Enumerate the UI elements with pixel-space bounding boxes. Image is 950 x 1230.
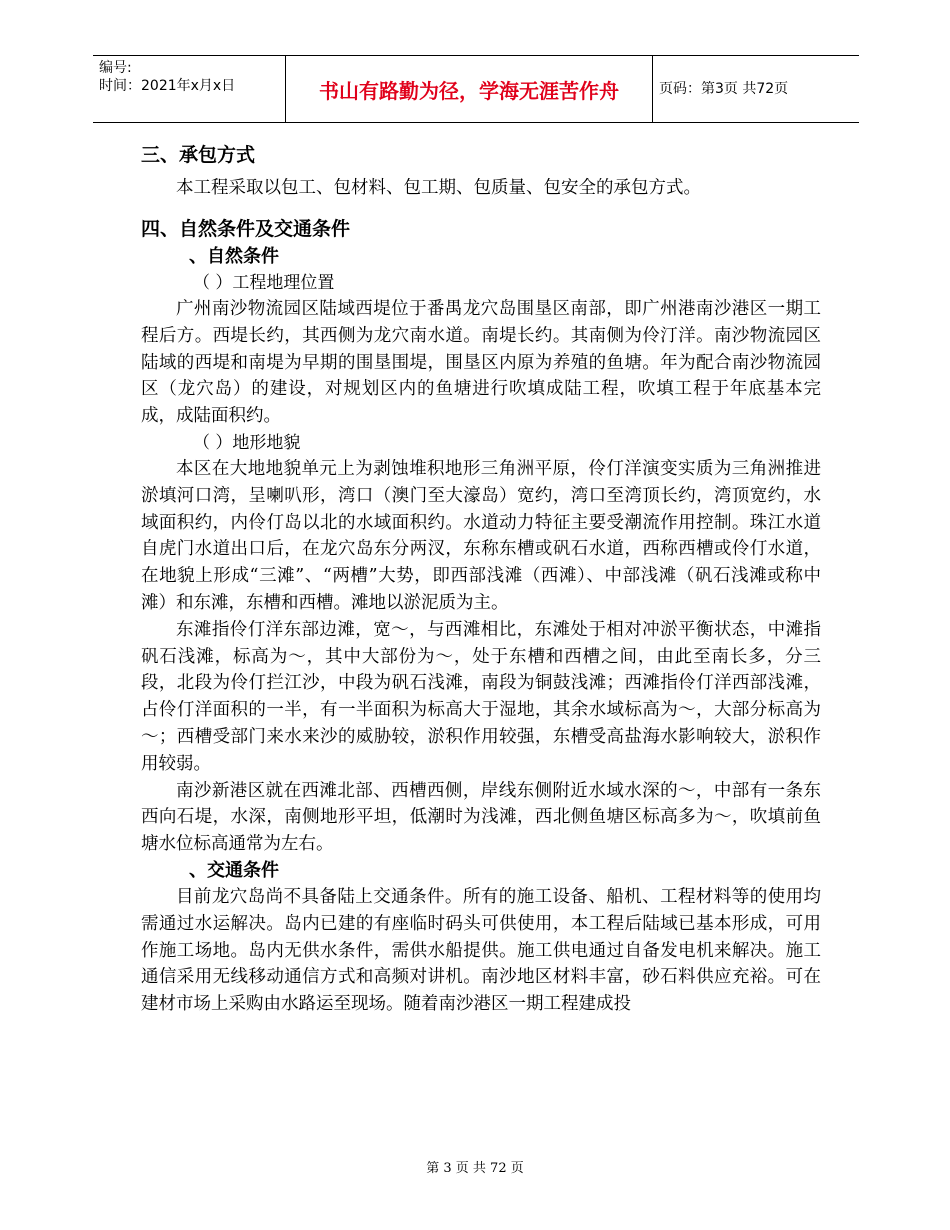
section-3-paragraph: 本工程采取以包工、包材料、包工期、包质量、包安全的承包方式。 [176, 178, 701, 198]
header-page-info: 页码：第3页 共72页 [659, 81, 789, 97]
section-4-1-2-title: （ ）地形地貌 [193, 432, 301, 453]
section-4-1-1-paragraph: 广州南沙物流园区陆域西堤位于番禺龙穴岛围垦区南部，即广州港南沙港区一期工程后方。西堤长约，其西侧为龙穴南水道。南堤长约。其南侧为伶汀洋。南沙物流园区陆域的西堤和南堤为早期的围垦围堤，围垦区内原为养殖的鱼塘。年为配合南沙物流园区（龙穴岛）的建设，对规划区内的鱼塘进行吹填成陆工程，吹填工程于年底基本完成，成陆面积约。 [141, 299, 821, 427]
section-4-1-2-paragraph-1: 本区在大地地貌单元上为剥蚀堆积地形三角洲平原，伶仃洋演变实质为三角洲推进淤填河口湾，呈喇叭形，湾口（澳门至大濠岛）宽约，湾口至湾顶长约，湾顶宽约，水域面积约，内伶仃岛以北的水域面积约。水道动力特征主要受潮流作用控制。珠江水道自虎门水道出口后，在龙穴岛东分两汊，东称东槽或矾石水道，西称西槽或伶仃水道，在地貌上形成“三滩”、“两槽”大势，即西部浅滩（西滩）、中部浅滩（矾石浅滩或称中滩）和东滩，东槽和西槽。滩地以淤泥质为主。 [141, 458, 821, 613]
section-4-1-1-title: （ ）工程地理位置 [193, 273, 335, 293]
page-header [93, 55, 859, 123]
section-4-2-title: 、交通条件 [189, 859, 279, 881]
section-4-1-2-paragraph-2: 东滩指伶仃洋东部边滩，宽～，与西滩相比，东滩处于相对冲淤平衡状态，中滩指矾石浅滩，标高为～，其中大部份为～，处于东槽和西槽之间，由此至南长多，分三段，北段为伶仃拦江沙，中段为矾石浅滩，南段为铜鼓浅滩；西滩指伶仃洋西部浅滩，占伶仃洋面积的一半，有一半面积为标高大于湿地，其余水域标高为～，大部分标高为～；西槽受部门来水来沙的威胁较，淤积作用较强，东槽受高盐海水影响较大，淤积作用较弱。 [141, 619, 821, 774]
page-footer: 第 3 页 共 72 页 [426, 1161, 524, 1176]
section-4-1-2-paragraph-3: 南沙新港区就在西滩北部、西槽西侧，岸线东侧附近水域水深的～，中部有一条东西向石堤，水深，南侧地形平坦，低潮时为浅滩，西北侧鱼塘区标高多为～，吹填前鱼塘水位标高通常为左右。 [141, 780, 821, 855]
section-4-title: 四、自然条件及交通条件 [141, 218, 351, 240]
document-number-label: 编号: [99, 60, 132, 76]
section-4-1-title: 、自然条件 [189, 246, 279, 267]
section-4-2-paragraph: 目前龙穴岛尚不具备陆上交通条件。所有的施工设备、船机、工程材料等的使用均需通过水运解决。岛内已建的有座临时码头可供使用，本工程后陆域已基本形成，可用作施工场地。岛内无供水条件，需供水船提供。施工供电通过自备发电机来解决。施工通信采用无线移动通信方式和高频对讲机。南沙地区材料丰富，砂石料供应充裕。可在建材市场上采购由水路运至现场。随着南沙港区一期工程建成投 [141, 886, 821, 1015]
header-motto: 书山有路勤为径，学海无涯苦作舟 [285, 56, 653, 122]
document-date: 时间：2021年x月x日 [99, 78, 236, 94]
header-meta [99, 59, 235, 95]
document-body [141, 140, 821, 1018]
section-3-title: 三、承包方式 [141, 144, 256, 166]
